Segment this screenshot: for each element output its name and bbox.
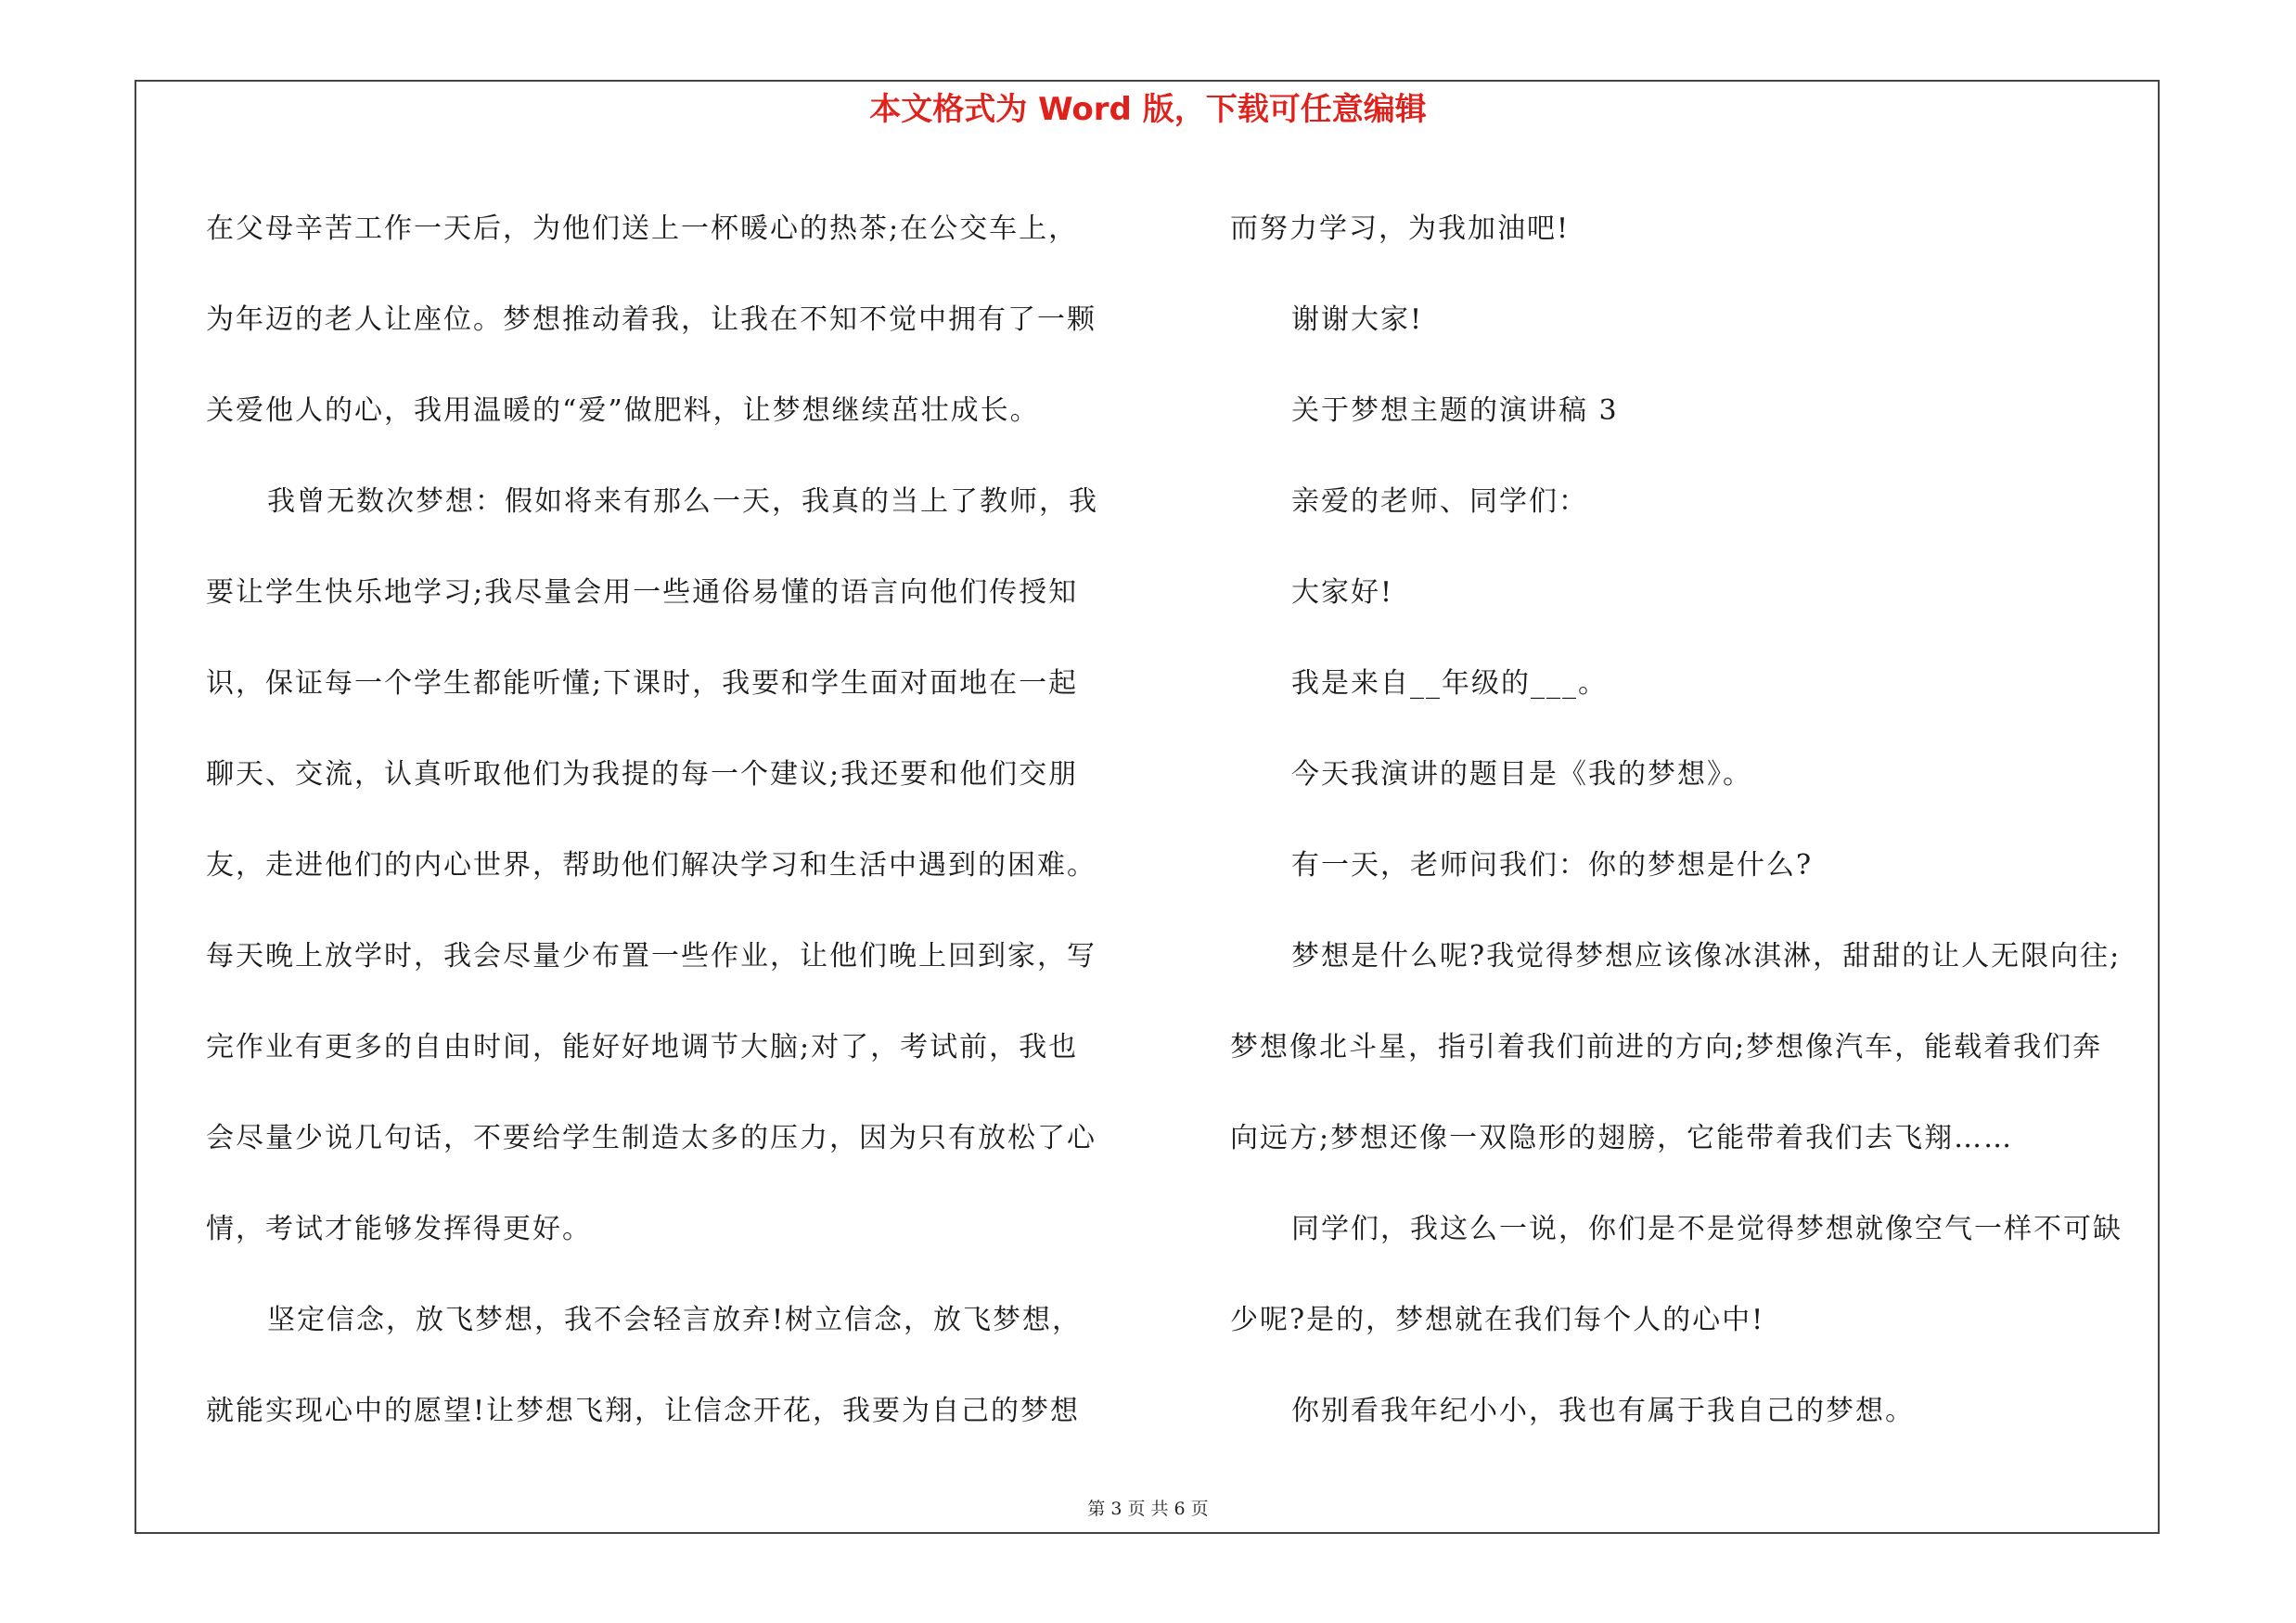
text-line: 为年迈的老人让座位。梦想推动着我，让我在不知不觉中拥有了一颗 bbox=[206, 303, 1097, 336]
text-line: 识，保证每一个学生都能听懂;下课时，我要和学生面对面地在一起 bbox=[206, 667, 1079, 700]
text-line: 完作业有更多的自由时间，能好好地调节大脑;对了，考试前，我也 bbox=[206, 1031, 1079, 1063]
text-line: 少呢?是的，梦想就在我们每个人的心中! bbox=[1230, 1304, 1765, 1336]
text-line: 会尽量少说几句话，不要给学生制造太多的压力，因为只有放松了心 bbox=[206, 1122, 1097, 1154]
text-line: 今天我演讲的题目是《我的梦想》。 bbox=[1291, 758, 1752, 791]
text-line: 同学们，我这么一说，你们是不是觉得梦想就像空气一样不可缺 bbox=[1291, 1213, 2123, 1245]
text-line: 就能实现心中的愿望!让梦想飞翔，让信念开花，我要为自己的梦想 bbox=[206, 1395, 1081, 1427]
text-line: 聊天、交流，认真听取他们为我提的每一个建议;我还要和他们交朋 bbox=[206, 758, 1079, 791]
text-line: 我是来自__年级的___。 bbox=[1291, 667, 1608, 700]
text-line: 亲爱的老师、同学们： bbox=[1291, 485, 1588, 518]
text-line: 谢谢大家! bbox=[1291, 303, 1424, 336]
text-line: 有一天，老师问我们：你的梦想是什么? bbox=[1291, 849, 1814, 882]
text-line: 每天晚上放学时，我会尽量少布置一些作业，让他们晚上回到家，写 bbox=[206, 940, 1097, 973]
text-line: 大家好! bbox=[1291, 576, 1394, 609]
section-heading: 关于梦想主题的演讲稿 3 bbox=[1291, 394, 1619, 427]
header-banner: 本文格式为 Word 版，下载可任意编辑 bbox=[869, 91, 1427, 128]
text-line: 我曾无数次梦想：假如将来有那么一天，我真的当上了教师，我 bbox=[267, 485, 1098, 518]
text-line: 梦想像北斗星，指引着我们前进的方向;梦想像汽车，能载着我们奔 bbox=[1230, 1031, 2103, 1063]
text-line: 向远方;梦想还像一双隐形的翅膀，它能带着我们去飞翔…… bbox=[1230, 1122, 2014, 1154]
text-line: 在父母辛苦工作一天后，为他们送上一杯暖心的热茶;在公交车上， bbox=[206, 213, 1079, 245]
text-line: 情，考试才能够发挥得更好。 bbox=[206, 1213, 592, 1245]
text-line: 你别看我年纪小小，我也有属于我自己的梦想。 bbox=[1291, 1395, 1915, 1427]
left-column bbox=[206, 184, 1134, 1457]
text-line: 关爱他人的心，我用温暖的“爱”做肥料，让梦想继续茁壮成长。 bbox=[206, 394, 1040, 427]
text-line: 要让学生快乐地学习;我尽量会用一些通俗易懂的语言向他们传授知 bbox=[206, 576, 1079, 609]
text-line: 梦想是什么呢?我觉得梦想应该像冰淇淋，甜甜的让人无限向往; bbox=[1291, 940, 2122, 973]
page-number: 第 3 页 共 6 页 bbox=[1087, 1499, 1209, 1519]
text-line: 而努力学习，为我加油吧! bbox=[1230, 213, 1571, 245]
text-line: 友，走进他们的内心世界，帮助他们解决学习和生活中遇到的困难。 bbox=[206, 849, 1097, 882]
text-line: 坚定信念，放飞梦想，我不会轻言放弃!树立信念，放飞梦想， bbox=[267, 1304, 1083, 1336]
right-column bbox=[1230, 184, 2171, 1457]
